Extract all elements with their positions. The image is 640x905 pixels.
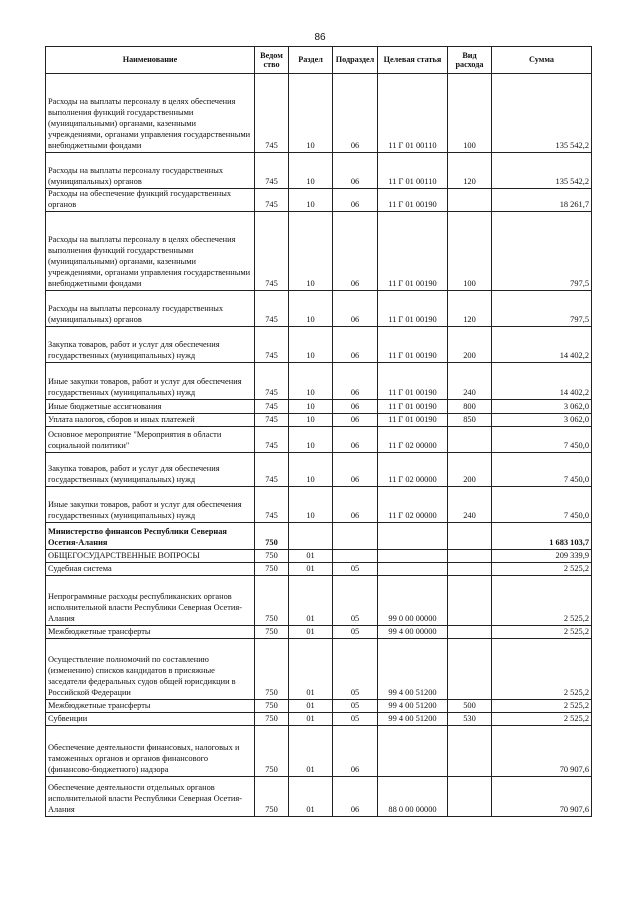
row-ved-cell: 745	[255, 153, 289, 189]
table-row	[46, 625, 592, 638]
row-ved-cell: 745	[255, 290, 289, 326]
table-row	[46, 562, 592, 575]
row-razdel-cell: 01	[289, 712, 333, 725]
row-razdel-cell: 01	[289, 725, 333, 776]
row-ved-cell: 745	[255, 326, 289, 362]
row-name-cell: Основное мероприятие "Мероприятия в области социальной политики"	[46, 426, 255, 452]
row-summa-cell: 14 402,2	[492, 362, 592, 399]
row-razdel-cell: 10	[289, 211, 333, 290]
row-ved-cell: 745	[255, 413, 289, 426]
row-summa-cell: 3 062,0	[492, 413, 592, 426]
col-header-razdel: Раздел	[289, 47, 333, 74]
row-celevaya-cell: 11 Г 01 00110	[378, 74, 448, 153]
row-podrazdel-cell: 05	[333, 699, 378, 712]
budget-table	[45, 46, 592, 817]
row-celevaya-cell: 11 Г 01 00190	[378, 362, 448, 399]
row-ved-cell: 750	[255, 776, 289, 816]
col-header-celevaya: Целевая статья	[378, 47, 448, 74]
row-celevaya-cell: 99 4 00 51200	[378, 699, 448, 712]
row-summa-cell: 2 525,2	[492, 699, 592, 712]
row-celevaya-cell	[378, 549, 448, 562]
row-ved-cell: 745	[255, 74, 289, 153]
row-razdel-cell: 01	[289, 776, 333, 816]
row-name-cell: Расходы на обеспечение функций государственных органов	[46, 189, 255, 212]
row-summa-cell: 70 907,6	[492, 776, 592, 816]
row-summa-cell: 3 062,0	[492, 399, 592, 413]
row-vid-cell	[448, 562, 492, 575]
table-row	[46, 638, 592, 699]
row-podrazdel-cell: 06	[333, 452, 378, 486]
row-razdel-cell: 10	[289, 486, 333, 522]
table-header-row	[46, 47, 592, 74]
row-ved-cell: 750	[255, 638, 289, 699]
row-podrazdel-cell	[333, 549, 378, 562]
row-celevaya-cell: 11 Г 01 00190	[378, 211, 448, 290]
row-name-cell: Иные бюджетные ассигнования	[46, 399, 255, 413]
row-vid-cell: 100	[448, 74, 492, 153]
row-celevaya-cell: 99 0 00 00000	[378, 575, 448, 625]
row-celevaya-cell: 11 Г 02 00000	[378, 452, 448, 486]
row-name-cell: Иные закупки товаров, работ и услуг для обеспечения государственных (муниципальных) нужд	[46, 486, 255, 522]
row-summa-cell: 14 402,2	[492, 326, 592, 362]
row-name-cell: Расходы на выплаты персоналу государственных (муниципальных) органов	[46, 290, 255, 326]
row-podrazdel-cell: 06	[333, 74, 378, 153]
row-name-cell: Закупка товаров, работ и услуг для обеспечения государственных (муниципальных) нужд	[46, 326, 255, 362]
table-row	[46, 290, 592, 326]
row-vid-cell	[448, 625, 492, 638]
row-podrazdel-cell: 06	[333, 153, 378, 189]
row-vid-cell: 530	[448, 712, 492, 725]
row-name-cell: Уплата налогов, сборов и иных платежей	[46, 413, 255, 426]
row-vid-cell	[448, 776, 492, 816]
row-celevaya-cell: 11 Г 01 00190	[378, 189, 448, 212]
row-razdel-cell: 10	[289, 413, 333, 426]
row-celevaya-cell: 99 4 00 51200	[378, 712, 448, 725]
row-name-cell: ОБЩЕГОСУДАРСТВЕННЫЕ ВОПРОСЫ	[46, 549, 255, 562]
row-summa-cell: 797,5	[492, 211, 592, 290]
col-header-podrazdel: Подраздел	[333, 47, 378, 74]
table-row	[46, 326, 592, 362]
row-name-cell: Обеспечение деятельности отдельных органов исполнительной власти Республики Северная Осетия-Алания	[46, 776, 255, 816]
row-podrazdel-cell: 06	[333, 362, 378, 399]
row-celevaya-cell: 11 Г 02 00000	[378, 426, 448, 452]
row-ved-cell: 745	[255, 452, 289, 486]
row-name-cell: Осуществление полномочий по составлению (изменению) списков кандидатов в присяжные заседатели федеральных судов общей юрисдикции в Российской Федерации	[46, 638, 255, 699]
table-row	[46, 699, 592, 712]
row-razdel-cell: 10	[289, 362, 333, 399]
page-number: 86	[314, 32, 326, 43]
row-ved-cell: 750	[255, 575, 289, 625]
row-name-cell: Обеспечение деятельности финансовых, налоговых и таможенных органов и органов финансового (финансово-бюджетного) надзора	[46, 725, 255, 776]
row-razdel-cell: 10	[289, 452, 333, 486]
row-vid-cell	[448, 549, 492, 562]
row-podrazdel-cell	[333, 522, 378, 549]
row-ved-cell: 745	[255, 399, 289, 413]
row-vid-cell: 120	[448, 153, 492, 189]
table-row	[46, 413, 592, 426]
row-vid-cell: 240	[448, 362, 492, 399]
table-body	[46, 74, 592, 817]
row-celevaya-cell: 99 4 00 51200	[378, 638, 448, 699]
row-summa-cell: 2 525,2	[492, 562, 592, 575]
table-row	[46, 211, 592, 290]
row-vid-cell: 200	[448, 452, 492, 486]
table-row	[46, 362, 592, 399]
row-summa-cell: 7 450,0	[492, 426, 592, 452]
row-summa-cell: 2 525,2	[492, 625, 592, 638]
row-podrazdel-cell: 06	[333, 326, 378, 362]
row-celevaya-cell: 88 0 00 00000	[378, 776, 448, 816]
row-ved-cell: 750	[255, 725, 289, 776]
row-ved-cell: 750	[255, 549, 289, 562]
row-podrazdel-cell: 05	[333, 638, 378, 699]
row-razdel-cell	[289, 522, 333, 549]
row-summa-cell: 1 683 103,7	[492, 522, 592, 549]
row-podrazdel-cell: 06	[333, 290, 378, 326]
row-vid-cell: 120	[448, 290, 492, 326]
row-celevaya-cell: 11 Г 01 00110	[378, 153, 448, 189]
row-vid-cell	[448, 725, 492, 776]
row-name-cell: Иные закупки товаров, работ и услуг для обеспечения государственных (муниципальных) нужд	[46, 362, 255, 399]
table-row	[46, 725, 592, 776]
row-summa-cell: 2 525,2	[492, 575, 592, 625]
row-vid-cell	[448, 575, 492, 625]
table-row	[46, 426, 592, 452]
row-summa-cell: 7 450,0	[492, 486, 592, 522]
row-podrazdel-cell: 06	[333, 413, 378, 426]
row-ved-cell: 750	[255, 712, 289, 725]
row-name-cell: Закупка товаров, работ и услуг для обеспечения государственных (муниципальных) нужд	[46, 452, 255, 486]
row-ved-cell: 750	[255, 522, 289, 549]
row-celevaya-cell: 99 4 00 00000	[378, 625, 448, 638]
row-celevaya-cell	[378, 562, 448, 575]
row-razdel-cell: 01	[289, 575, 333, 625]
row-summa-cell: 70 907,6	[492, 725, 592, 776]
row-vid-cell: 800	[448, 399, 492, 413]
row-vid-cell: 500	[448, 699, 492, 712]
table-row	[46, 74, 592, 153]
row-name-cell: Субвенции	[46, 712, 255, 725]
row-vid-cell: 100	[448, 211, 492, 290]
row-summa-cell: 209 339,9	[492, 549, 592, 562]
table-row	[46, 452, 592, 486]
row-ved-cell: 745	[255, 486, 289, 522]
row-razdel-cell: 10	[289, 189, 333, 212]
row-razdel-cell: 01	[289, 625, 333, 638]
row-razdel-cell: 01	[289, 562, 333, 575]
row-razdel-cell: 10	[289, 153, 333, 189]
row-podrazdel-cell: 05	[333, 562, 378, 575]
row-celevaya-cell	[378, 522, 448, 549]
row-summa-cell: 2 525,2	[492, 638, 592, 699]
row-razdel-cell: 10	[289, 399, 333, 413]
row-name-cell: Непрограммные расходы республиканских органов исполнительной власти Республики Северная Осетия-Алания	[46, 575, 255, 625]
row-razdel-cell: 01	[289, 549, 333, 562]
row-ved-cell: 750	[255, 699, 289, 712]
row-vid-cell: 850	[448, 413, 492, 426]
row-podrazdel-cell: 05	[333, 712, 378, 725]
table-row	[46, 712, 592, 725]
row-summa-cell: 797,5	[492, 290, 592, 326]
row-vid-cell: 240	[448, 486, 492, 522]
row-ved-cell: 745	[255, 362, 289, 399]
row-podrazdel-cell: 06	[333, 189, 378, 212]
row-podrazdel-cell: 06	[333, 776, 378, 816]
row-ved-cell: 745	[255, 211, 289, 290]
row-celevaya-cell: 11 Г 01 00190	[378, 413, 448, 426]
row-summa-cell: 135 542,2	[492, 74, 592, 153]
row-summa-cell: 18 261,7	[492, 189, 592, 212]
row-podrazdel-cell: 06	[333, 725, 378, 776]
row-name-cell: Расходы на выплаты персоналу государственных (муниципальных) органов	[46, 153, 255, 189]
row-razdel-cell: 10	[289, 74, 333, 153]
row-podrazdel-cell: 06	[333, 486, 378, 522]
row-name-cell: Межбюджетные трансферты	[46, 625, 255, 638]
table-row	[46, 189, 592, 212]
row-summa-cell: 7 450,0	[492, 452, 592, 486]
row-vid-cell	[448, 189, 492, 212]
row-summa-cell: 2 525,2	[492, 712, 592, 725]
row-celevaya-cell: 11 Г 01 00190	[378, 326, 448, 362]
row-celevaya-cell: 11 Г 01 00190	[378, 399, 448, 413]
row-name-cell: Министерство финансов Республики Северная Осетия-Алания	[46, 522, 255, 549]
col-header-summa: Сумма	[492, 47, 592, 74]
row-podrazdel-cell: 06	[333, 399, 378, 413]
table-row	[46, 486, 592, 522]
row-name-cell: Межбюджетные трансферты	[46, 699, 255, 712]
table-row	[46, 776, 592, 816]
row-podrazdel-cell: 06	[333, 426, 378, 452]
row-vid-cell	[448, 426, 492, 452]
table-row	[46, 549, 592, 562]
row-podrazdel-cell: 05	[333, 575, 378, 625]
row-celevaya-cell	[378, 725, 448, 776]
row-name-cell: Расходы на выплаты персоналу в целях обеспечения выполнения функций государственными (муниципальными) органами, казенными учреждениями, органами управления государственными внебюджетными фондами	[46, 74, 255, 153]
col-header-vid: Вид расхода	[448, 47, 492, 74]
table-row	[46, 399, 592, 413]
row-podrazdel-cell: 06	[333, 211, 378, 290]
row-celevaya-cell: 11 Г 02 00000	[378, 486, 448, 522]
row-vid-cell	[448, 638, 492, 699]
row-ved-cell: 750	[255, 625, 289, 638]
row-ved-cell: 745	[255, 426, 289, 452]
row-razdel-cell: 10	[289, 290, 333, 326]
row-razdel-cell: 01	[289, 638, 333, 699]
row-razdel-cell: 01	[289, 699, 333, 712]
row-summa-cell: 135 542,2	[492, 153, 592, 189]
col-header-ved: Ведом ство	[255, 47, 289, 74]
row-vid-cell: 200	[448, 326, 492, 362]
row-podrazdel-cell: 05	[333, 625, 378, 638]
row-ved-cell: 745	[255, 189, 289, 212]
table-row	[46, 153, 592, 189]
row-razdel-cell: 10	[289, 426, 333, 452]
row-ved-cell: 750	[255, 562, 289, 575]
row-name-cell: Судебная система	[46, 562, 255, 575]
row-razdel-cell: 10	[289, 326, 333, 362]
table-row	[46, 575, 592, 625]
col-header-name: Наименование	[46, 47, 255, 74]
row-celevaya-cell: 11 Г 01 00190	[378, 290, 448, 326]
row-name-cell: Расходы на выплаты персоналу в целях обеспечения выполнения функций государственными (муниципальными) органами, казенными учреждениями, органами управления государственными внебюджетными фондами	[46, 211, 255, 290]
table-row	[46, 522, 592, 549]
row-vid-cell	[448, 522, 492, 549]
